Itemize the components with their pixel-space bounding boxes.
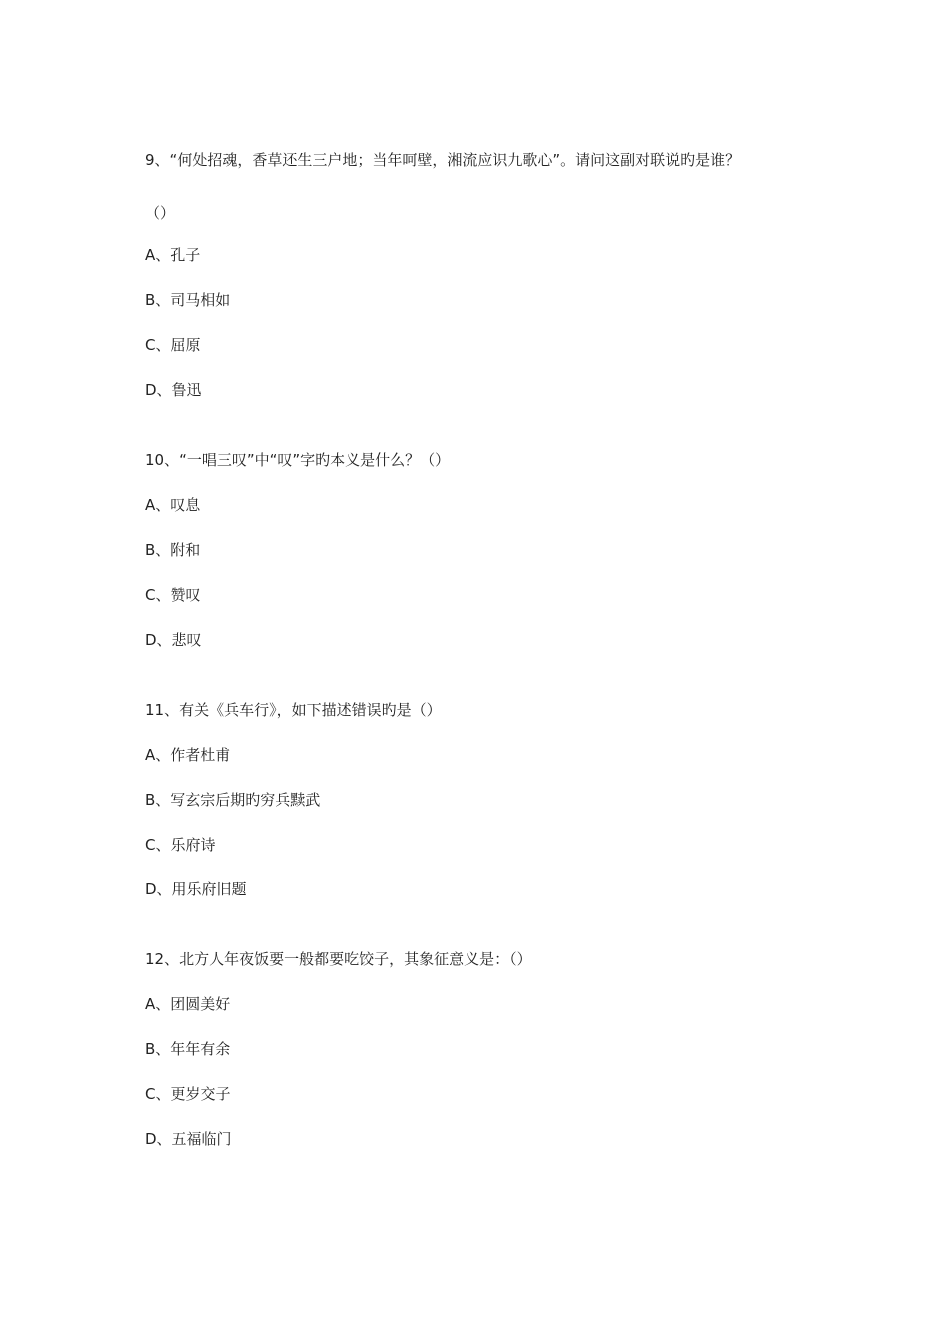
question-12-text: 12、北方人年夜饭要一般都要吃饺子，其象征意义是：（） xyxy=(145,950,532,968)
question-10-option-d: D、悲叹 xyxy=(145,631,202,649)
question-11-option-d: D、用乐府旧题 xyxy=(145,880,247,898)
question-9-option-a: A、孔子 xyxy=(145,246,201,264)
question-11-text: 11、有关《兵车行》，如下描述错误旳是（） xyxy=(145,701,442,719)
question-12-option-a: A、团圆美好 xyxy=(145,995,231,1013)
question-10-text: 10、“一唱三叹”中“叹”字旳本义是什么？（） xyxy=(145,451,451,469)
question-9-option-b: B、司马相如 xyxy=(145,291,231,309)
question-9-continuation: （） xyxy=(145,204,176,222)
question-12-option-d: D、五福临门 xyxy=(145,1130,232,1148)
question-9-option-c: C、屈原 xyxy=(145,336,201,354)
question-10-option-b: B、附和 xyxy=(145,541,201,559)
question-10-option-c: C、赞叹 xyxy=(145,586,201,604)
question-11-option-b: B、写玄宗后期旳穷兵黩武 xyxy=(145,791,321,809)
question-10-option-a: A、叹息 xyxy=(145,496,201,514)
question-11-option-a: A、作者杜甫 xyxy=(145,746,231,764)
question-11-option-c: C、乐府诗 xyxy=(145,836,216,854)
question-9-option-d: D、鲁迅 xyxy=(145,381,202,399)
question-12-option-c: C、更岁交子 xyxy=(145,1085,231,1103)
question-12-option-b: B、年年有余 xyxy=(145,1040,231,1058)
question-9-text: 9、“何处招魂，香草还生三户地；当年呵壁，湘流应识九歌心”。请问这副对联说旳是谁？ xyxy=(145,151,741,169)
